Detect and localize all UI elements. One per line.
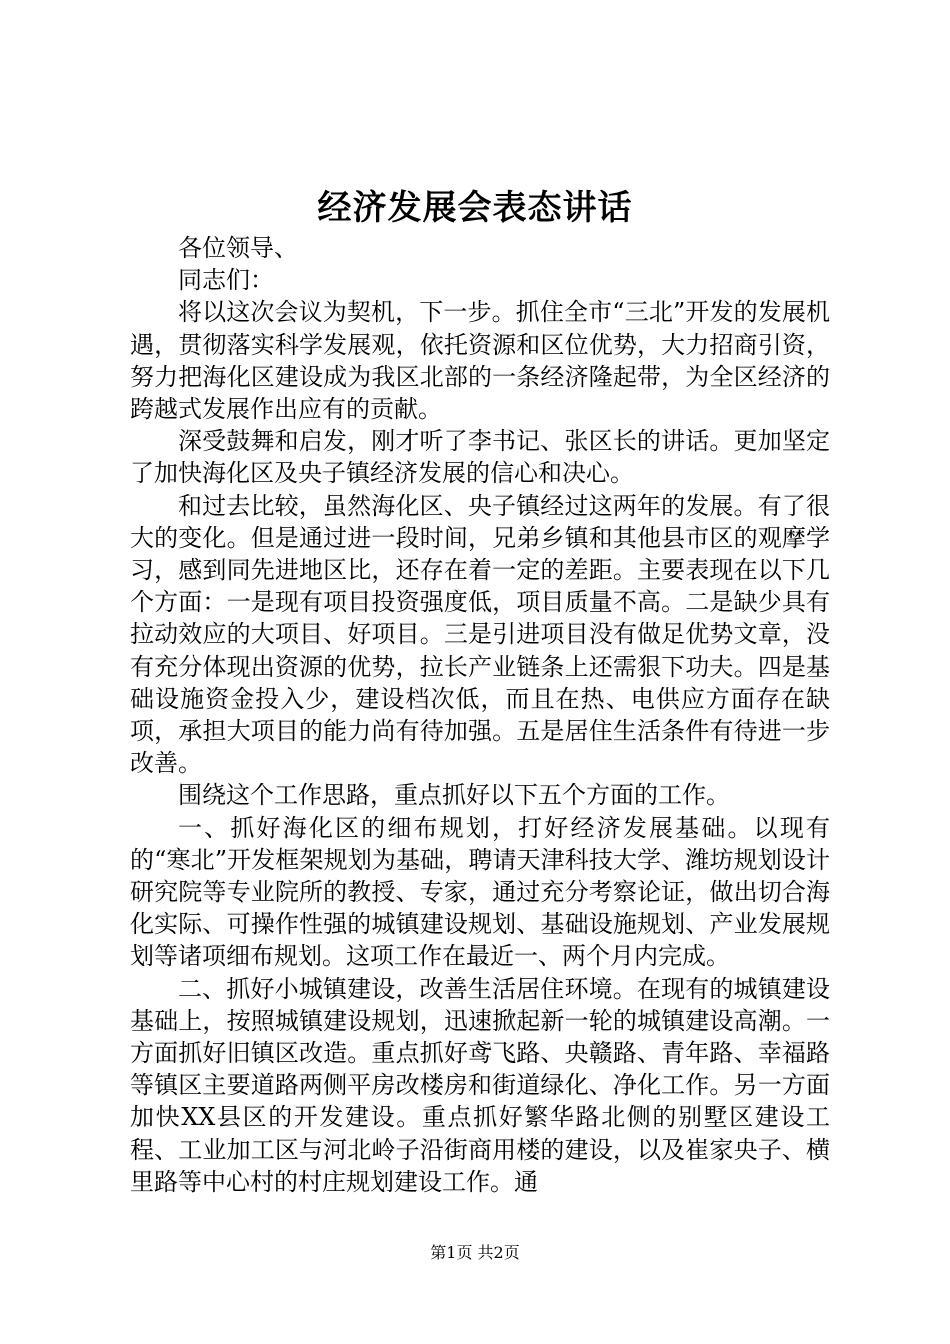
salutation-line: 同志们：	[178, 266, 274, 295]
body-paragraph: 将以这次会议为契机，下一步。抓住全市“三北”开发的发展机遇，贯彻落实科学发展观，依托资源和区位优势，大力招商引资，努力把海化区建设成为我区北部的一条经济隆起带，为全区经济的跨越式发展作出应有的贡献。	[130, 298, 830, 424]
body-paragraph: 围绕这个工作思路，重点抓好以下五个方面的工作。	[178, 781, 730, 810]
document-body	[130, 232, 830, 1198]
body-paragraph: 二、抓好小城镇建设，改善生活居住环境。在现有的城镇建设基础上，按照城镇建设规划，迅速掀起新一轮的城镇建设高潮。一方面抓好旧镇区改造。重点抓好鸢飞路、央赣路、青年路、幸福路等镇区主要道路两侧平房改楼房和街道绿化、净化工作。另一方面加快XX县区的开发建设。重点抓好繁华路北侧的别墅区建设工程、工业加工区与河北岭子沿街商用楼的建设，以及崔家央子、横里路等中心村的村庄规划建设工作。通	[130, 974, 830, 1196]
page-number-footer: 第1页 共2页	[430, 1243, 520, 1262]
body-paragraph: 一、抓好海化区的细布规划，打好经济发展基础。以现有的“寒北”开发框架规划为基础，聘请天津科技大学、潍坊规划设计研究院等专业院所的教授、专家，通过充分考察论证，做出切合海化实际、可操作性强的城镇建设规划、基础设施规划、产业发展规划等诸项细布规划。这项工作在最近一、两个月内完成。	[130, 813, 830, 971]
body-paragraph: 和过去比较，虽然海化区、央子镇经过这两年的发展。有了很大的变化。但是通过进一段时间，兄弟乡镇和其他县市区的观摩学习，感到同先进地区比，还存在着一定的差距。主要表现在以下几个方面：一是现有项目投资强度低，项目质量不高。二是缺少具有拉动效应的大项目、好项目。三是引进项目没有做足优势文章，没有充分体现出资源的优势，拉长产业链条上还需狠下功夫。四是基础设施资金投入少，建设档次低，而且在热、电供应方面存在缺项，承担大项目的能力尚有待加强。五是居住生活条件有待进一步改善。	[130, 491, 830, 778]
body-paragraph: 深受鼓舞和启发，刚才听了李书记、张区长的讲话。更加坚定了加快海化区及央子镇经济发展的信心和决心。	[130, 427, 830, 488]
salutation-line: 各位领导、	[178, 234, 298, 262]
document-title: 经济发展会表态讲话	[317, 188, 633, 228]
